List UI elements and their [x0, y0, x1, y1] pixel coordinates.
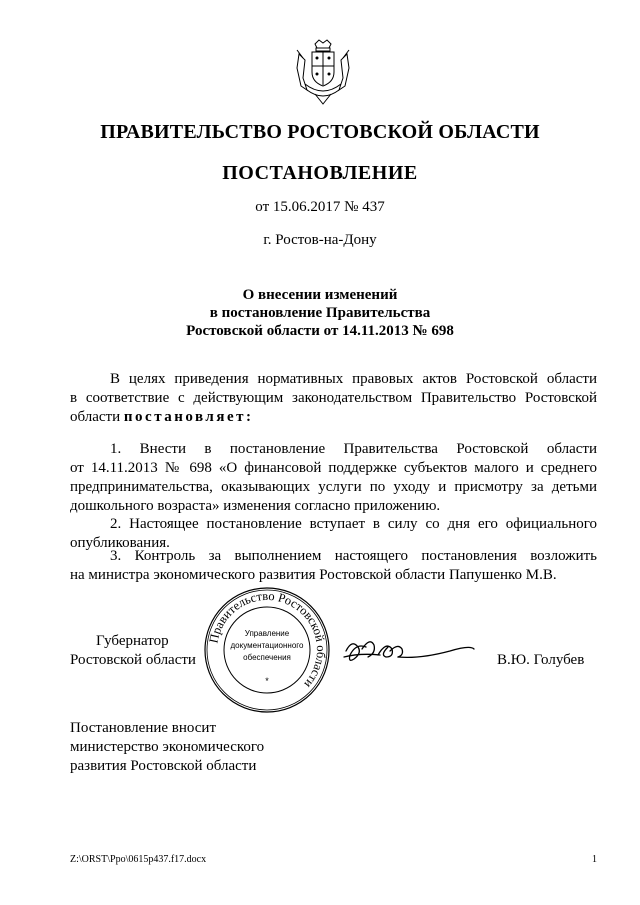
- paragraph-line: дошкольного возраста» изменения согласно приложению.: [70, 498, 441, 514]
- paragraph-line: 3. Контроль за выполнением настоящего постановления возложить: [110, 548, 597, 564]
- government-title: ПРАВИТЕЛЬСТВО РОСТОВСКОЙ ОБЛАСТИ: [100, 121, 540, 143]
- subject-line: в постановление Правительства: [209, 305, 431, 321]
- rostov-oblast-coat-of-arms-icon: [293, 38, 353, 108]
- paragraph-line: на министра экономического развития Ростовской области Папушенко М.В.: [70, 567, 557, 583]
- page-number: 1: [592, 854, 597, 865]
- paragraph-line: от 14.11.2013 № 698 «О финансовой поддержке субъектов малого и среднего: [70, 460, 597, 476]
- subject-line: О внесении изменений: [242, 287, 398, 303]
- item-3-paragraph: [70, 547, 597, 585]
- note-line: министерство экономического: [70, 739, 265, 755]
- handwritten-signature-icon: [340, 633, 480, 675]
- document-type-title: ПОСТАНОВЛЕНИЕ: [222, 162, 418, 184]
- item-1-paragraph: [70, 440, 597, 516]
- seal-inner-line: Управление: [244, 629, 290, 638]
- document-place: г. Ростов-на-Дону: [263, 232, 377, 248]
- note-line: Постановление вносит: [70, 720, 217, 736]
- intro-prefix: области: [70, 409, 121, 425]
- note-line: развития Ростовской области: [70, 758, 257, 774]
- document-date-number: от 15.06.2017 № 437: [255, 199, 385, 215]
- paragraph-line: предпринимательства, оказывающих услуги по уходу и присмотру за детьми: [70, 479, 597, 495]
- paragraph-line: В целях приведения нормативных правовых актов Ростовской области: [110, 371, 597, 387]
- paragraph-line: [70, 408, 597, 427]
- decree-word: постановляет:: [123, 409, 254, 425]
- paragraph-line: опубликования.: [70, 535, 170, 551]
- signer-title-line: Ростовской области: [70, 652, 196, 668]
- seal-inner-line: документационного: [230, 641, 304, 650]
- seal-ring-text: Правительство Ростовской области: [206, 588, 329, 691]
- official-seal-icon: [203, 586, 331, 714]
- seal-star: *: [265, 676, 269, 686]
- intro-paragraph: [70, 370, 597, 427]
- subject-line: Ростовской области от 14.11.2013 № 698: [186, 323, 454, 339]
- paragraph-line: 2. Настоящее постановление вступает в силу со дня его официального: [110, 516, 597, 532]
- seal-inner-line: обеспечения: [243, 653, 291, 662]
- signer-title-line: Губернатор: [96, 633, 169, 649]
- signer-name: В.Ю. Голубев: [497, 652, 585, 668]
- paragraph-line: в соответствие с действующим законодательством Правительство Ростовской: [70, 390, 597, 406]
- footer-file-path: Z:\ORST\Ppo\0615p437.f17.docx: [70, 854, 207, 865]
- paragraph-line: 1. Внести в постановление Правительства Ростовской области: [110, 441, 597, 457]
